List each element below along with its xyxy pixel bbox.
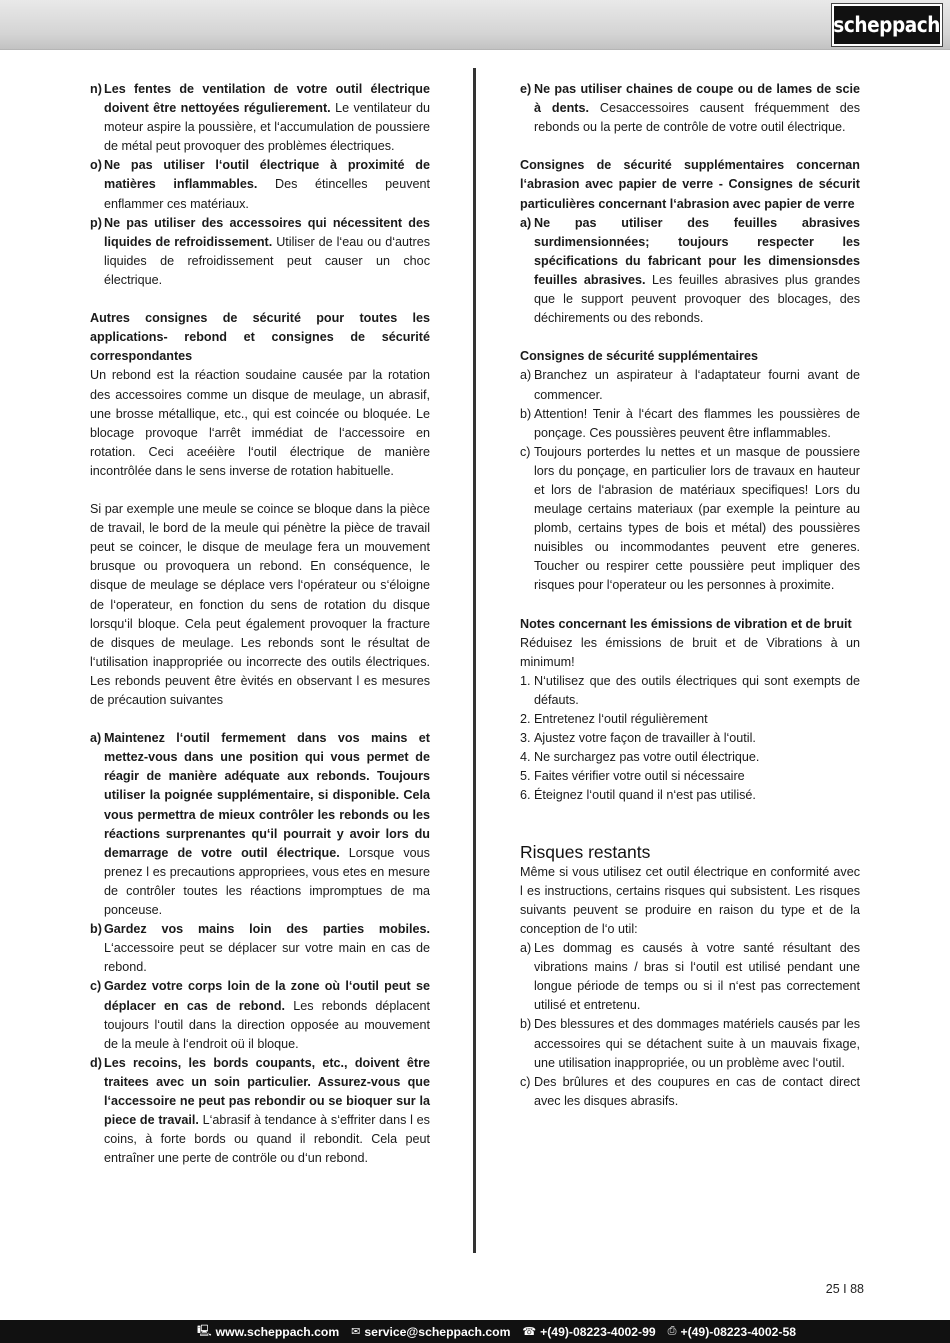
vibration-item-2: 2. Entretenez l‘outil régulièrement bbox=[520, 712, 708, 727]
page-number: 25 I 88 bbox=[825, 1282, 864, 1296]
kickback-item-e: e) Ne pas utiliser chaines de coupe ou de lames de scie à dents. Cesaccessoires causent fréquemment des rebonds ou la perte de contrôle de votre outil électrique. bbox=[520, 82, 861, 135]
kickback-item-d: d) Les recoins, les bords coupants, etc., doivent être traitees avec un soin particulier. Assurez-vous que l‘accessoire ne peut pas rebondir ou se bioquer sur la piece de travail. L‘abrasif à tendance à s‘effriter dans l es coins, à forte bords ou quand il rebondit. Cela peut entraîner une perte de contröle ou d‘un rebond. bbox=[90, 1055, 430, 1166]
fax-icon: ⎙ bbox=[667, 1325, 677, 1337]
footer-fax: ⎙ +(49)-08223-4002-58 bbox=[667, 1324, 796, 1339]
column-divider bbox=[473, 68, 476, 1253]
safety-item-n: n) Les fentes de ventilation de votre outil électrique doivent être nettoyées régulierement. Le ventilateur du moteur aspire la poussière, et l‘accumulation de poussiere de métal peut provoquer des problèmes électriques. bbox=[90, 82, 430, 154]
sanding-heading: Consignes de sécurité supplémentaires concernan l‘abrasion avec papier de verre - Consignes de sécurit particulières concernant l‘abrasion avec papier de verre bbox=[520, 158, 860, 211]
left-column bbox=[90, 80, 430, 1168]
extra-item-c: c) Toujours porterdes lu nettes et un masque de poussiere lors du ponçage, en particulier lors de travaux en hauteur et lors de l‘abrasion de matériaux specifiques! Lors du meulage certains materiaux (par exemple la peinture au plomb, certains types de bois et métal) des poussières nuisibles ou incommodantes peuvent etre generes. Toucher ou respirer cette poussière peut impliquer des risques pour l‘operateur ou les personnes à proximite. bbox=[520, 444, 860, 593]
envelope-icon: ✉ bbox=[351, 1326, 361, 1338]
sanding-item-a: a) Ne pas utiliser des feuilles abrasives surdimensionnées; toujours respecter les spécifications du fabricant pour les dimensionsdes feuilles abrasives. Les feuilles abrasives plus grandes que le support peuvent provoquer des blocages, des déchirements ou des rebonds. bbox=[520, 215, 861, 326]
footer-email[interactable]: ✉ service@scheppach.com bbox=[351, 1324, 511, 1339]
kickback-item-c: c) Gardez votre corps loin de la zone où l‘outil peut se déplacer en cas de rebond. Les rebonds déplacent toujours l‘outil dans la direction opposée au mouvement de la meule à l‘endroit oü il bloque. bbox=[90, 979, 430, 1051]
vibration-intro: Réduisez les émissions de bruit et de Vibrations à un minimum! bbox=[520, 635, 860, 669]
vibration-item-4: 4. Ne surchargez pas votre outil électrique. bbox=[520, 750, 760, 765]
vibration-item-6: 6. Éteignez l‘outil quand il n‘est pas utilisé. bbox=[520, 788, 756, 803]
risk-item-b: b) Des blessures et des dommages matériels causés par les accessoires qui se détachent suite à un mauvais fixage, une utilisation inappropriée, ou un problème avec l‘outil. bbox=[520, 1017, 860, 1070]
risk-item-c: c) Des brûlures et des coupures en cas de contact direct avec les disques abrasifs. bbox=[520, 1074, 860, 1108]
safety-item-o: o) Ne pas utiliser l‘outil électrique à proximité de matières inflammables. Des étincelles peuvent enflammer ces matériaux. bbox=[90, 158, 430, 211]
risks-intro: Même si vous utilisez cet outil électrique en conformité avec l es instructions, certains risques qui subsistent. Les risques suivants peuvent se produire en raison du type et de la conception de l‘o util: bbox=[520, 864, 860, 936]
extra-item-a: a) Branchez un aspirateur à l‘adaptateur fourni avant de commencer. bbox=[520, 368, 860, 402]
header-bar bbox=[0, 0, 950, 50]
right-column bbox=[520, 80, 860, 1111]
vibration-item-3: 3. Ajustez votre façon de travailler à l‘outil. bbox=[520, 731, 756, 746]
footer-bar bbox=[0, 1320, 950, 1343]
brand-logo bbox=[832, 4, 942, 46]
telephone-icon: ☎ bbox=[522, 1326, 537, 1338]
footer-phone[interactable]: ☎ +(49)-08223-4002-99 bbox=[522, 1324, 656, 1339]
extra-safety-heading: Consignes de sécurité supplémentaires bbox=[520, 349, 758, 364]
computer-icon: 🖳 bbox=[196, 1325, 212, 1337]
vibration-item-1: 1. N‘utilisez que des outils électriques qui sont exempts de défauts. bbox=[520, 673, 860, 707]
vibration-heading: Notes concernant les émissions de vibration et de bruit bbox=[520, 616, 852, 631]
kickback-heading: Autres consignes de sécurité pour toutes les applications- rebond et consignes de sécurité correspondantes bbox=[90, 311, 430, 364]
risk-item-a: a) Les dommag es causés à votre santé résultant des vibrations mains / bras si l‘outil est utilisé pendant une longue période de temps ou si il n‘est pas correctement utilisé et entretenu. bbox=[520, 941, 860, 1013]
kickback-item-b: b) Gardez vos mains loin des parties mobiles. L‘accessoire peut se déplacer sur votre main en cas de rebond. bbox=[90, 922, 430, 975]
extra-item-b: b) Attention! Tenir à l‘écart des flammes les poussières de ponçage. Ces poussières peuvent être inflammables. bbox=[520, 406, 860, 440]
safety-item-p: p) Ne pas utiliser des accessoires qui nécessitent des liquides de refroidissement. Utiliser de l‘eau ou d‘autres liquides de refroidissement peut causer un choc électrique. bbox=[90, 215, 431, 287]
risks-heading: Risques restants bbox=[520, 841, 651, 862]
footer-website[interactable]: 🖳 www.scheppach.com bbox=[197, 1322, 339, 1341]
kickback-paragraph-1: Un rebond est la réaction soudaine causée par la rotation des accessoires comme un disque de meulage, un abrasif, une brosse métallique, etc., qui est coincée ou bloquée. Le blocage provoque l‘arrêt immédiat de l‘accessoire en rotation. Ceci aceéière l‘outil électrique de manière incontrôlée dans le sens inverse de rotation habituelle. bbox=[90, 368, 430, 478]
brand-logo-text: scheppach bbox=[833, 13, 941, 37]
kickback-item-a: a) Maintenez l‘outil fermement dans vos mains et mettez-vous dans une position qui vous permet de réagir de manière adéquate aux rebonds. Toujours utiliser la poignée supplémentaire, si disponible. Cela vous permettra de mieux contrôler les rebonds ou les réactions surprenantes qu‘il pourrait y avoir lors du demarrage de votre outil électrique. Lorsque vous prenez l es precautions appropriees, vous etes en mesure de contrôler toutes les réactions impromptues de ma ponceuse. bbox=[90, 731, 430, 918]
vibration-item-5: 5. Faites vérifier votre outil si nécessaire bbox=[520, 769, 745, 784]
kickback-paragraph-2: Si par exemple une meule se coince se bloque dans la pièce de travail, le bord de la meule qui pénètre la pièce de travail peut se coincer, le disque de meulage fera un mouvement brusque ou provoquera un rebond. En conséquence, le disque de meulage se déplace vers l‘opérateur ou s‘éloigne de l‘operateur, en fonction du sens de rotation du disque lorsqu‘il bloque. Cela peut également provoquer la fracture de disques de meulage. Les rebonds sont le résultat de l‘utilisation inappropriée ou incorrecte des outils électriques. Les rebonds peuvent être èvités en observant l es mesures de précaution suivantes bbox=[90, 502, 430, 707]
